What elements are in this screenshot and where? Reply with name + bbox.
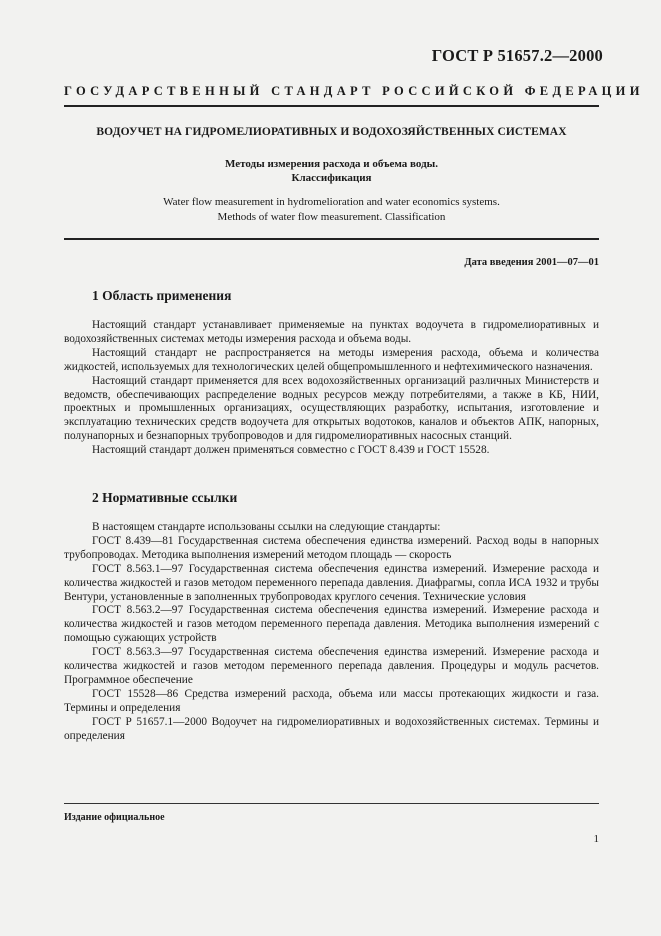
document-subtitle xyxy=(64,157,599,185)
introduction-date: Дата введения 2001—07—01 xyxy=(464,257,599,268)
official-edition-label: Издание официальное xyxy=(64,812,165,823)
subtitle-line-2: Классификация xyxy=(291,172,372,184)
section-2-heading: 2 Нормативные ссылки xyxy=(92,490,238,505)
section-1-heading: 1 Область применения xyxy=(92,288,232,303)
footer-rule xyxy=(64,803,599,804)
title-rule xyxy=(64,238,599,240)
paragraph: Настоящий стандарт устанавливает применяемые на пунктах водоучета в гидромелиоративных и водохозяйственных системах методы измерения расхода и объема воды. xyxy=(64,319,599,345)
state-standard-banner: ГОСУДАРСТВЕННЫЙ СТАНДАРТ РОССИЙСКОЙ ФЕДЕРАЦИИ xyxy=(64,84,644,98)
gost-number: ГОСТ Р 51657.2—2000 xyxy=(431,46,603,65)
reference-item: ГОСТ 8.563.3—97 Государственная система обеспечения единства измерений. Измерение расхода и количества жидкостей и газов методом переменного перепада давления. Процедуры и модуль расчетов. Программное обеспечение xyxy=(64,646,599,686)
english-title-line-2: Methods of water flow measurement. Classification xyxy=(217,211,446,223)
document-title: ВОДОУЧЕТ НА ГИДРОМЕЛИОРАТИВНЫХ И ВОДОХОЗЯЙСТВЕННЫХ СИСТЕМАХ xyxy=(96,126,567,138)
english-title xyxy=(64,195,599,225)
subtitle-line-1: Методы измерения расхода и объема воды. xyxy=(225,158,438,170)
top-rule xyxy=(64,105,599,107)
reference-item: ГОСТ 15528—86 Средства измерений расхода, объема или массы протекающих жидкости и газа. Термины и определения xyxy=(64,687,599,714)
reference-item: ГОСТ 8.563.2—97 Государственная система обеспечения единства измерений. Измерение расхода и количества жидкостей и газов методом переменного перепада давления. Методика выполнения измерений с помощью сужающих устройств xyxy=(64,604,599,645)
page-number: 1 xyxy=(593,833,599,845)
reference-item: ГОСТ 8.439—81 Государственная система обеспечения единства измерений. Расход воды в напорных трубопроводах. Методика выполнения измерений методом площадь — скорость xyxy=(64,534,599,561)
reference-item: ГОСТ Р 51657.1—2000 Водоучет на гидромелиоративных и водохозяйственных системах. Термины и определения xyxy=(64,715,599,742)
paragraph: Настоящий стандарт не распространяется на методы измерения расхода, объема и количества жидкостей, используемых для технологических целей общепромышленного и нефтехимического назначения. xyxy=(64,346,599,373)
reference-item: ГОСТ 8.563.1—97 Государственная система обеспечения единства измерений. Измерение расхода и количества жидкостей и газов методом переменного перепада давления. Диафрагмы, сопла ИСА 1932 и трубы Вентури, установленные в заполненных трубопроводах круглого сечения. Технические условия xyxy=(64,562,599,603)
section-2-body xyxy=(64,521,599,744)
paragraph: Настоящий стандарт должен применяться совместно с ГОСТ 8.439 и ГОСТ 15528. xyxy=(92,444,490,457)
english-title-line-1: Water flow measurement in hydromelioration and water economics systems. xyxy=(163,196,500,208)
section-1-body xyxy=(64,319,599,458)
paragraph: В настоящем стандарте использованы ссылки на следующие стандарты: xyxy=(92,521,441,533)
paragraph: Настоящий стандарт применяется для всех водохозяйственных организаций различных Министерств и ведомств, обеспечивающих распределение водных ресурсов между потребителями, а также в КБ, НИИ, проектных и промышленных организациях, осуществляющих разработку, испытания, изготовление и эксплуатацию технических средств водоучета для открытых водотоков, каналов и объектов АПК, напорных, полунапорных и безнапорных трубопроводов и для гидромелиоративных насосных станций. xyxy=(64,374,599,443)
